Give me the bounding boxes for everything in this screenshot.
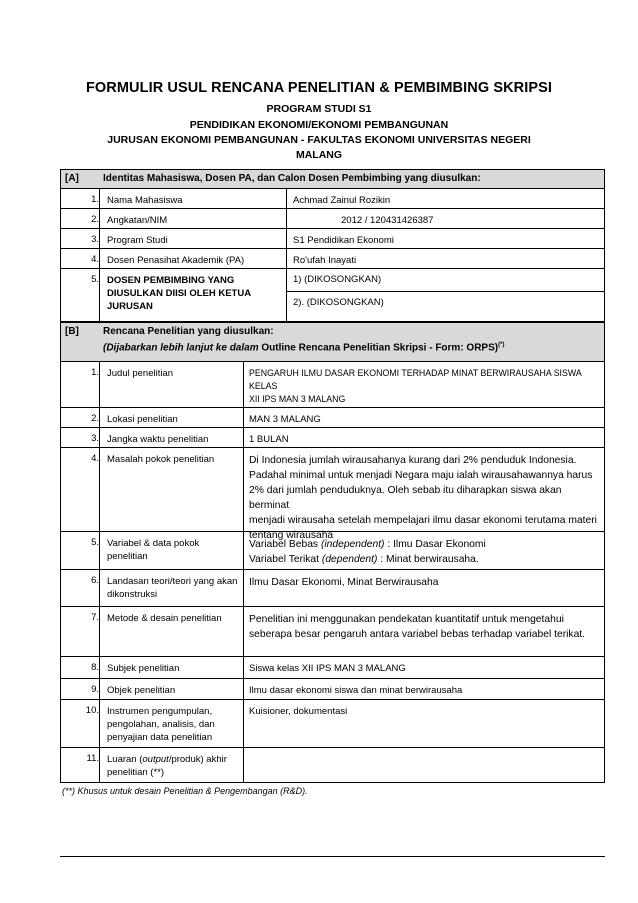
research-title-value: PENGARUH ILMU DASAR EKONOMI TERHADAP MINAT BERWIRAUSAHA SISWA KELAS XII IPS MAN 3 MALANG xyxy=(249,368,582,404)
table-row xyxy=(60,229,605,249)
row-value: S1 Pendidikan Ekonomi xyxy=(293,235,394,246)
city-line: MALANG xyxy=(295,149,343,161)
row-number: 3. xyxy=(91,234,99,245)
section-b-subtitle: (Dijabarkan lebih lanjut ke dalam Outline Rencana Penelitian Skripsi - Form: ORPS)(*) xyxy=(103,342,505,354)
row-value: Ilmu dasar ekonomi siswa dan minat berwirausaha xyxy=(249,685,463,696)
row-number: 9. xyxy=(91,684,99,695)
row-label: Jangka waktu penelitian xyxy=(107,434,209,445)
table-row xyxy=(60,189,605,209)
row-label: Instrumen pengumpulan, pengolahan, analisis, dan penyajian data penelitian xyxy=(107,706,215,743)
row-value: 2012 / 120431426387 xyxy=(341,215,434,226)
table-row xyxy=(60,679,605,700)
row-value: Siswa kelas XII IPS MAN 3 MALANG xyxy=(249,663,406,674)
row-number: 8. xyxy=(91,662,99,673)
row-label: Subjek penelitian xyxy=(107,663,180,674)
section-a-title: Identitas Mahasiswa, Dosen PA, dan Calon Dosen Pembimbing yang diusulkan: xyxy=(103,173,481,184)
table-row-supervisor xyxy=(60,269,605,322)
row-number: 3. xyxy=(91,433,99,444)
section-a-header xyxy=(60,169,605,189)
footer-rule xyxy=(60,856,605,857)
supervisor-label: DOSEN PEMBIMBING YANG DIUSULKAN DIISI OLEH KETUA JURUSAN xyxy=(107,275,252,312)
row-number: 7. xyxy=(91,612,99,623)
row-number: 6. xyxy=(91,575,99,586)
table-row xyxy=(60,408,605,428)
table-row xyxy=(60,428,605,448)
row-label: Masalah pokok penelitian xyxy=(107,454,215,465)
row-number: 5. xyxy=(91,537,99,548)
supervisor-option-1: 1) (DIKOSONGKAN) xyxy=(293,274,382,285)
row-label: Landasan teori/teori yang akan dikonstruksi xyxy=(107,576,238,600)
row-label: Luaran (output/produk) akhir penelitian (**) xyxy=(107,754,227,778)
row-value: Achmad Zainul Rozikin xyxy=(293,195,391,206)
method-value: Penelitian ini menggunakan pendekatan kuantitatif untuk mengetahui seberapa besar pengaruh antara variabel bebas terhadap variabel terikat. xyxy=(249,614,586,640)
row-number: 10. xyxy=(85,705,99,716)
row-number: 5. xyxy=(91,274,99,285)
row-number: 2. xyxy=(91,413,99,424)
row-value: Ro'ufah Inayati xyxy=(293,255,357,266)
row-label: Objek penelitian xyxy=(107,685,176,696)
table-row xyxy=(60,607,605,657)
row-number: 1. xyxy=(91,367,99,378)
table-row xyxy=(60,532,605,570)
footnote: (**) Khusus untuk desain Penelitian & Pengembangan (R&D). xyxy=(62,786,308,796)
row-number: 2. xyxy=(91,214,99,225)
department-line: JURUSAN EKONOMI PEMBANGUNAN - FAKULTAS EKONOMI UNIVERSITAS NEGERI xyxy=(107,134,531,146)
program-line: PROGRAM STUDI S1 xyxy=(266,103,372,115)
form-title: FORMULIR USUL RENCANA PENELITIAN & PEMBIMBING SKRIPSI xyxy=(85,80,553,96)
row-number: 1. xyxy=(91,194,99,205)
row-label: Dosen Penasihat Akademik (PA) xyxy=(107,255,245,266)
table-row xyxy=(60,362,605,408)
row-label: Angkatan/NIM xyxy=(107,215,168,226)
row-label: Lokasi penelitian xyxy=(107,414,178,425)
row-value: 1 BULAN xyxy=(249,434,289,445)
table-row xyxy=(60,748,605,783)
row-label: Judul penelitian xyxy=(107,368,174,379)
row-value: Kuisioner, dokumentasi xyxy=(249,706,348,717)
problem-statement: Di Indonesia jumlah wirausahanya kurang dari 2% penduduk Indonesia. Padahal minimal untuk menjadi Negara maju ialah wirausahawannya harus 2% dari jumlah penduduknya. Oleh sebab itu diharapkan siswa akan berminat menjadi wirausaha setelah mempelajari ilmu dasar ekonomi terutama materi tentang wirausaha xyxy=(249,455,597,541)
table-row xyxy=(60,448,605,541)
row-label: Variabel & data pokok penelitian xyxy=(107,538,200,562)
study-line: PENDIDIKAN EKONOMI/EKONOMI PEMBANGUNAN xyxy=(189,119,449,131)
table-row xyxy=(60,249,605,269)
row-label: Metode & desain penelitian xyxy=(107,613,222,624)
section-b-title: Rencana Penelitian yang diusulkan: xyxy=(103,326,274,337)
row-label: Nama Mahasiswa xyxy=(107,195,183,206)
row-number: 11. xyxy=(86,753,99,764)
row-number: 4. xyxy=(91,254,99,265)
section-b-tag: [B] xyxy=(65,326,79,337)
section-b-header xyxy=(60,322,605,362)
theory-value: Ilmu Dasar Ekonomi, Minat Berwirausaha xyxy=(249,577,439,588)
supervisor-option-2: 2). (DIKOSONGKAN) xyxy=(293,297,384,308)
row-value: MAN 3 MALANG xyxy=(249,414,321,425)
table-row xyxy=(60,700,605,748)
table-row xyxy=(60,209,605,229)
row-label: Program Studi xyxy=(107,235,168,246)
row-number: 4. xyxy=(91,453,99,464)
table-row xyxy=(60,657,605,679)
variables-value: Variabel Bebas (independent) : Ilmu Dasar Ekonomi Variabel Terikat (dependent) : Minat berwirausaha. xyxy=(249,539,486,565)
table-row xyxy=(60,570,605,607)
section-a-tag: [A] xyxy=(65,173,79,184)
